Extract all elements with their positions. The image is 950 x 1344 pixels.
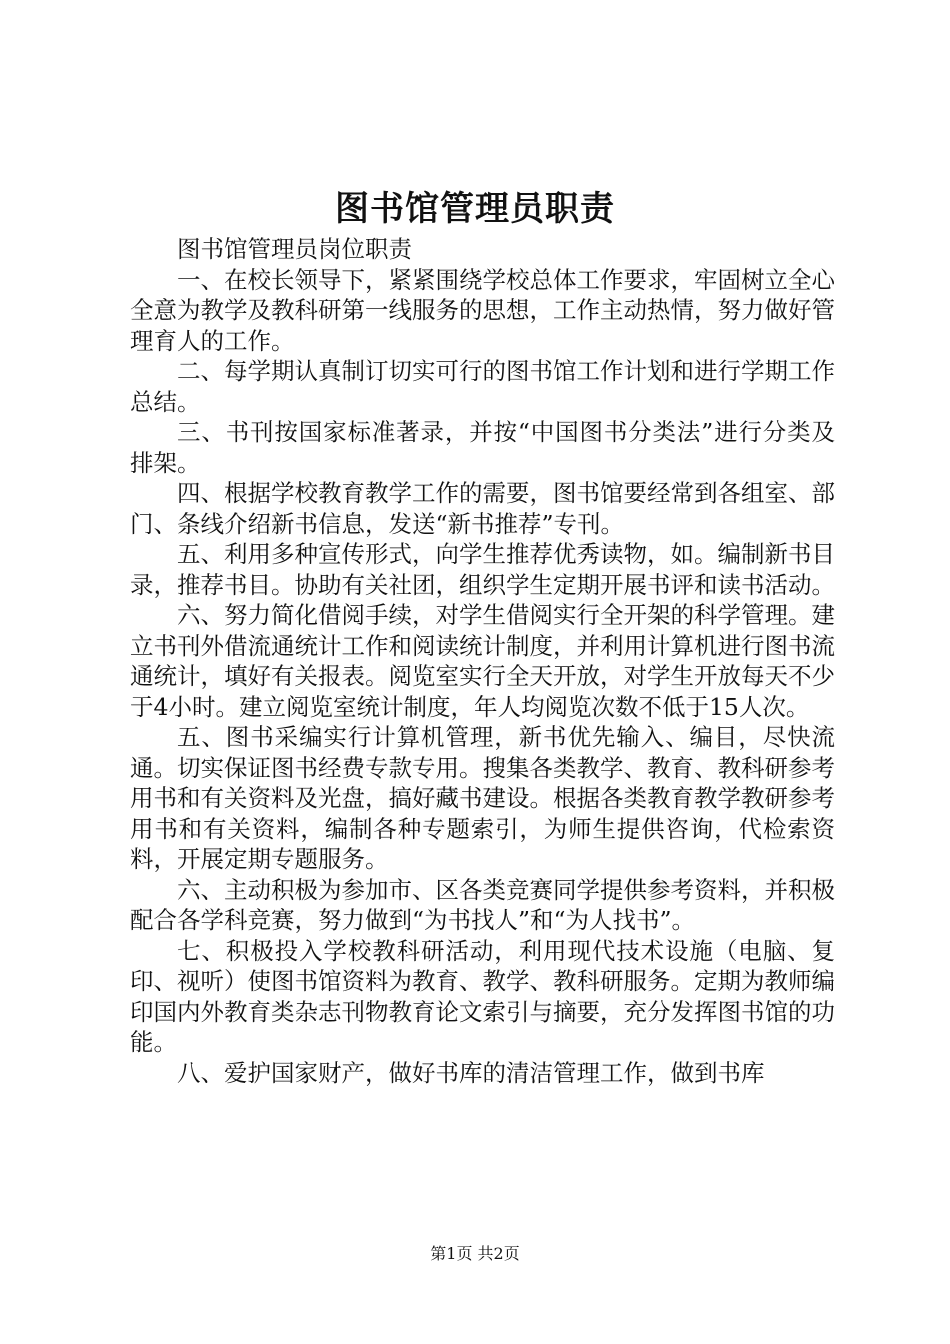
paragraph-2: 二、每学期认真制订切实可行的图书馆工作计划和进行学期工作总结。: [130, 357, 835, 416]
document-title: 图书馆管理员职责: [335, 189, 615, 229]
paragraph-1: 一、在校长领导下，紧紧围绕学校总体工作要求，牢固树立全心全意为教学及教科研第一线服务的思想，工作主动热情，努力做好管理育人的工作。: [130, 265, 835, 355]
paragraph-9: 七、积极投入学校教科研活动，利用现代技术设施（电脑、复印、视听）使图书馆资料为教育、教学、教科研服务。定期为教师编印国内外教育类杂志刊物教育论文索引与摘要，充分发挥图书馆的功能。: [130, 936, 835, 1056]
paragraph-heading: 图书馆管理员岗位职责: [177, 235, 412, 263]
paragraph-7: 五、图书采编实行计算机管理，新书优先输入、编目，尽快流通。切实保证图书经费专款专用。搜集各类教学、教育、教科研参考用书和有关资料及光盘，搞好藏书建设。根据各类教育教学教研参考用书和有关资料，编制各种专题索引，为师生提供咨询，代检索资料，开展定期专题服务。: [130, 723, 835, 873]
paragraph-4: 四、根据学校教育教学工作的需要，图书馆要经常到各组室、部门、条线介绍新书信息，发送“新书推荐”专刊。: [130, 479, 835, 538]
paragraph-5: 五、利用多种宣传形式，向学生推荐优秀读物，如。编制新书目录，推荐书目。协助有关社团，组织学生定期开展书评和读书活动。: [130, 540, 835, 599]
page-footer: 第1页 共2页: [430, 1244, 520, 1263]
document-body: [130, 234, 835, 1088]
paragraph-3: 三、书刊按国家标准著录，并按“中国图书分类法”进行分类及排架。: [130, 418, 835, 477]
paragraph-10: 八、爱护国家财产，做好书库的清洁管理工作，做到书库: [177, 1058, 765, 1087]
paragraph-8: 六、主动积极为参加市、区各类竞赛同学提供参考资料，并积极配合各学科竞赛，努力做到“为书找人”和“为人找书”。: [130, 875, 835, 934]
paragraph-6: 六、努力简化借阅手续，对学生借阅实行全开架的科学管理。建立书刊外借流通统计工作和阅读统计制度，并利用计算机进行图书流通统计，填好有关报表。阅览室实行全天开放，对学生开放每天不少于4小时。建立阅览室统计制度，年人均阅览次数不低于15人次。: [130, 601, 835, 721]
